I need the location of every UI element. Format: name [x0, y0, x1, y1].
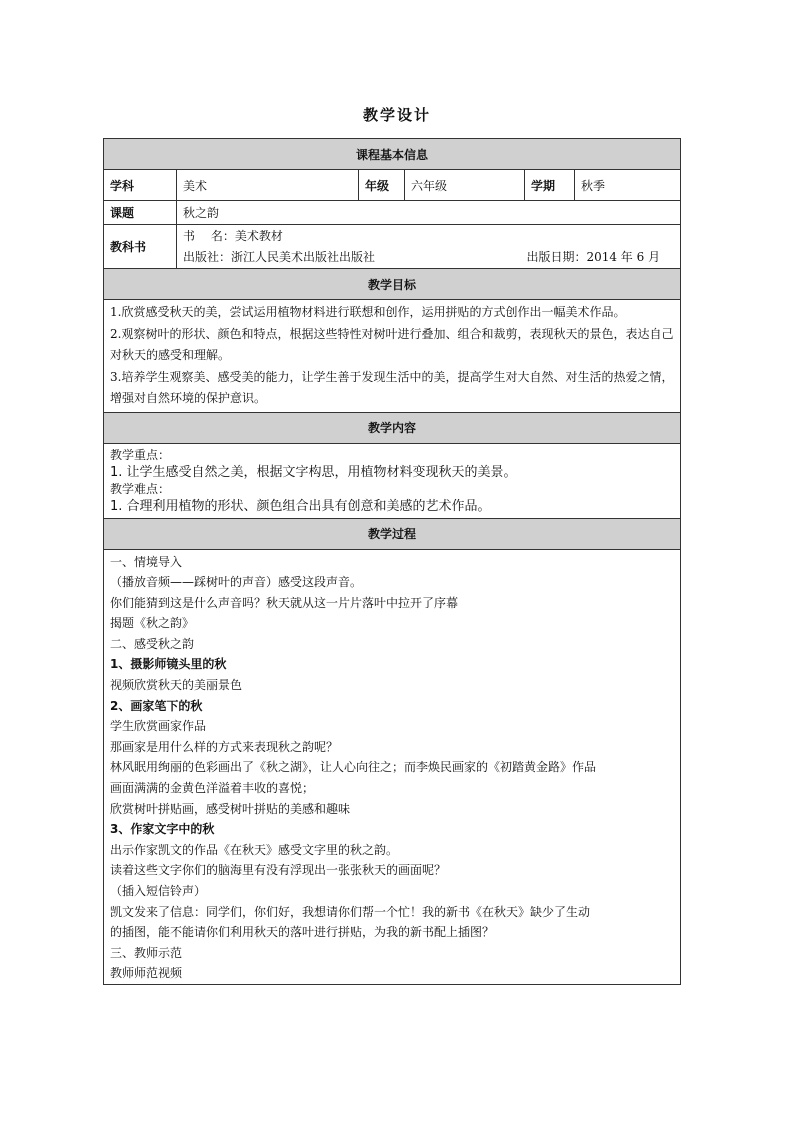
- process-subheading: 2、画家笔下的秋: [110, 698, 203, 713]
- process-subheading: 3、作家文字中的秋: [110, 822, 215, 837]
- section-header-goals: 教学目标: [104, 269, 681, 300]
- process-line: 你们能猜到这是什么声音吗？秋天就从这一片片落叶中拉开了序幕: [110, 595, 459, 610]
- key-points-label: 教学重点：: [110, 447, 171, 462]
- goals-body: [104, 300, 681, 413]
- subject-label: 学科: [104, 170, 177, 201]
- process-line: 教师师范视频: [110, 966, 183, 981]
- process-line: 凯文发来了信息：同学们，你们好，我想请你们帮一个忙！我的新书《在秋天》缺少了生动: [110, 904, 591, 919]
- process-line: 三、教师示范: [110, 945, 183, 960]
- process-line: 欣赏树叶拼贴画，感受树叶拼贴的美感和趣味: [110, 801, 351, 816]
- process-line: 学生欣赏画家作品: [110, 719, 207, 734]
- lesson-plan-table: [103, 138, 681, 985]
- key-point-item: 1. 让学生感受自然之美，根据文字构思，用植物材料变现秋天的美景。: [110, 464, 517, 480]
- textbook-info: [177, 225, 681, 269]
- term-value: 秋季: [575, 170, 681, 201]
- publisher: 出版社：浙江人民美术出版社出版社: [183, 249, 376, 264]
- process-line: 林风眠用绚丽的色彩画出了《秋之湖》，让人心向往之；而李焕民画家的《初踏黄金路》作品: [110, 760, 597, 775]
- section-header-content: 教学内容: [104, 412, 681, 443]
- process-line: （播放音频——踩树叶的声音）感受这段声音。: [110, 575, 363, 590]
- goal-item: 2.观察树叶的形状、颜色和特点，根据这些特性对树叶进行叠加、组合和裁剪，表现秋天的景色，表达自己对秋天的感受和理解。: [110, 326, 674, 362]
- process-line: 揭题《秋之韵》: [110, 616, 195, 631]
- process-line: 一、情境导入: [110, 554, 183, 569]
- topic-label: 课题: [104, 201, 177, 225]
- subject-value: 美术: [177, 170, 359, 201]
- term-label: 学期: [525, 170, 575, 201]
- process-line: 读着这些文字你们的脑海里有没有浮现出一张张秋天的画面呢？: [110, 863, 447, 878]
- difficulty-label: 教学难点：: [110, 481, 171, 496]
- process-line: 出示作家凯文的作品《在秋天》感受文字里的秋之韵。: [110, 842, 399, 857]
- grade-label: 年级: [359, 170, 405, 201]
- process-line: 视频欣赏秋天的美丽景色: [110, 678, 243, 693]
- process-line: 画面满满的金黄色洋溢着丰收的喜悦；: [110, 781, 315, 796]
- process-line: （插入短信铃声）: [110, 884, 207, 898]
- section-header-process: 教学过程: [104, 518, 681, 549]
- topic-value: 秋之韵: [177, 201, 681, 225]
- process-body: [104, 549, 681, 984]
- process-line: 那画家是用什么样的方式来表现秋之韵呢？: [110, 739, 339, 754]
- difficulty-item: 1. 合理利用植物的形状、颜色组合出具有创意和美感的艺术作品。: [110, 498, 491, 514]
- book-name: 书 名：美术教材: [183, 228, 283, 243]
- section-header-basic-info: 课程基本信息: [104, 139, 681, 170]
- process-subheading: 1、摄影师镜头里的秋: [110, 657, 227, 672]
- publication-date: 出版日期：2014 年 6 月: [526, 249, 661, 264]
- content-body: [104, 443, 681, 518]
- process-line: 二、感受秋之韵: [110, 636, 195, 651]
- goal-item: 1.欣赏感受秋天的美，尝试运用植物材料进行联想和创作，运用拼贴的方式创作出一幅美术作品。: [110, 305, 626, 319]
- grade-value: 六年级: [405, 170, 525, 201]
- textbook-label: 教科书: [104, 225, 177, 269]
- document-title: 教学设计: [362, 106, 431, 124]
- process-line: 的插图，能不能请你们利用秋天的落叶进行拼贴，为我的新书配上插图？: [110, 925, 495, 940]
- goal-item: 3.培养学生观察美、感受美的能力，让学生善于发现生活中的美，提高学生对大自然、对生活的热爱之情，增强对自然环境的保护意识。: [110, 369, 674, 405]
